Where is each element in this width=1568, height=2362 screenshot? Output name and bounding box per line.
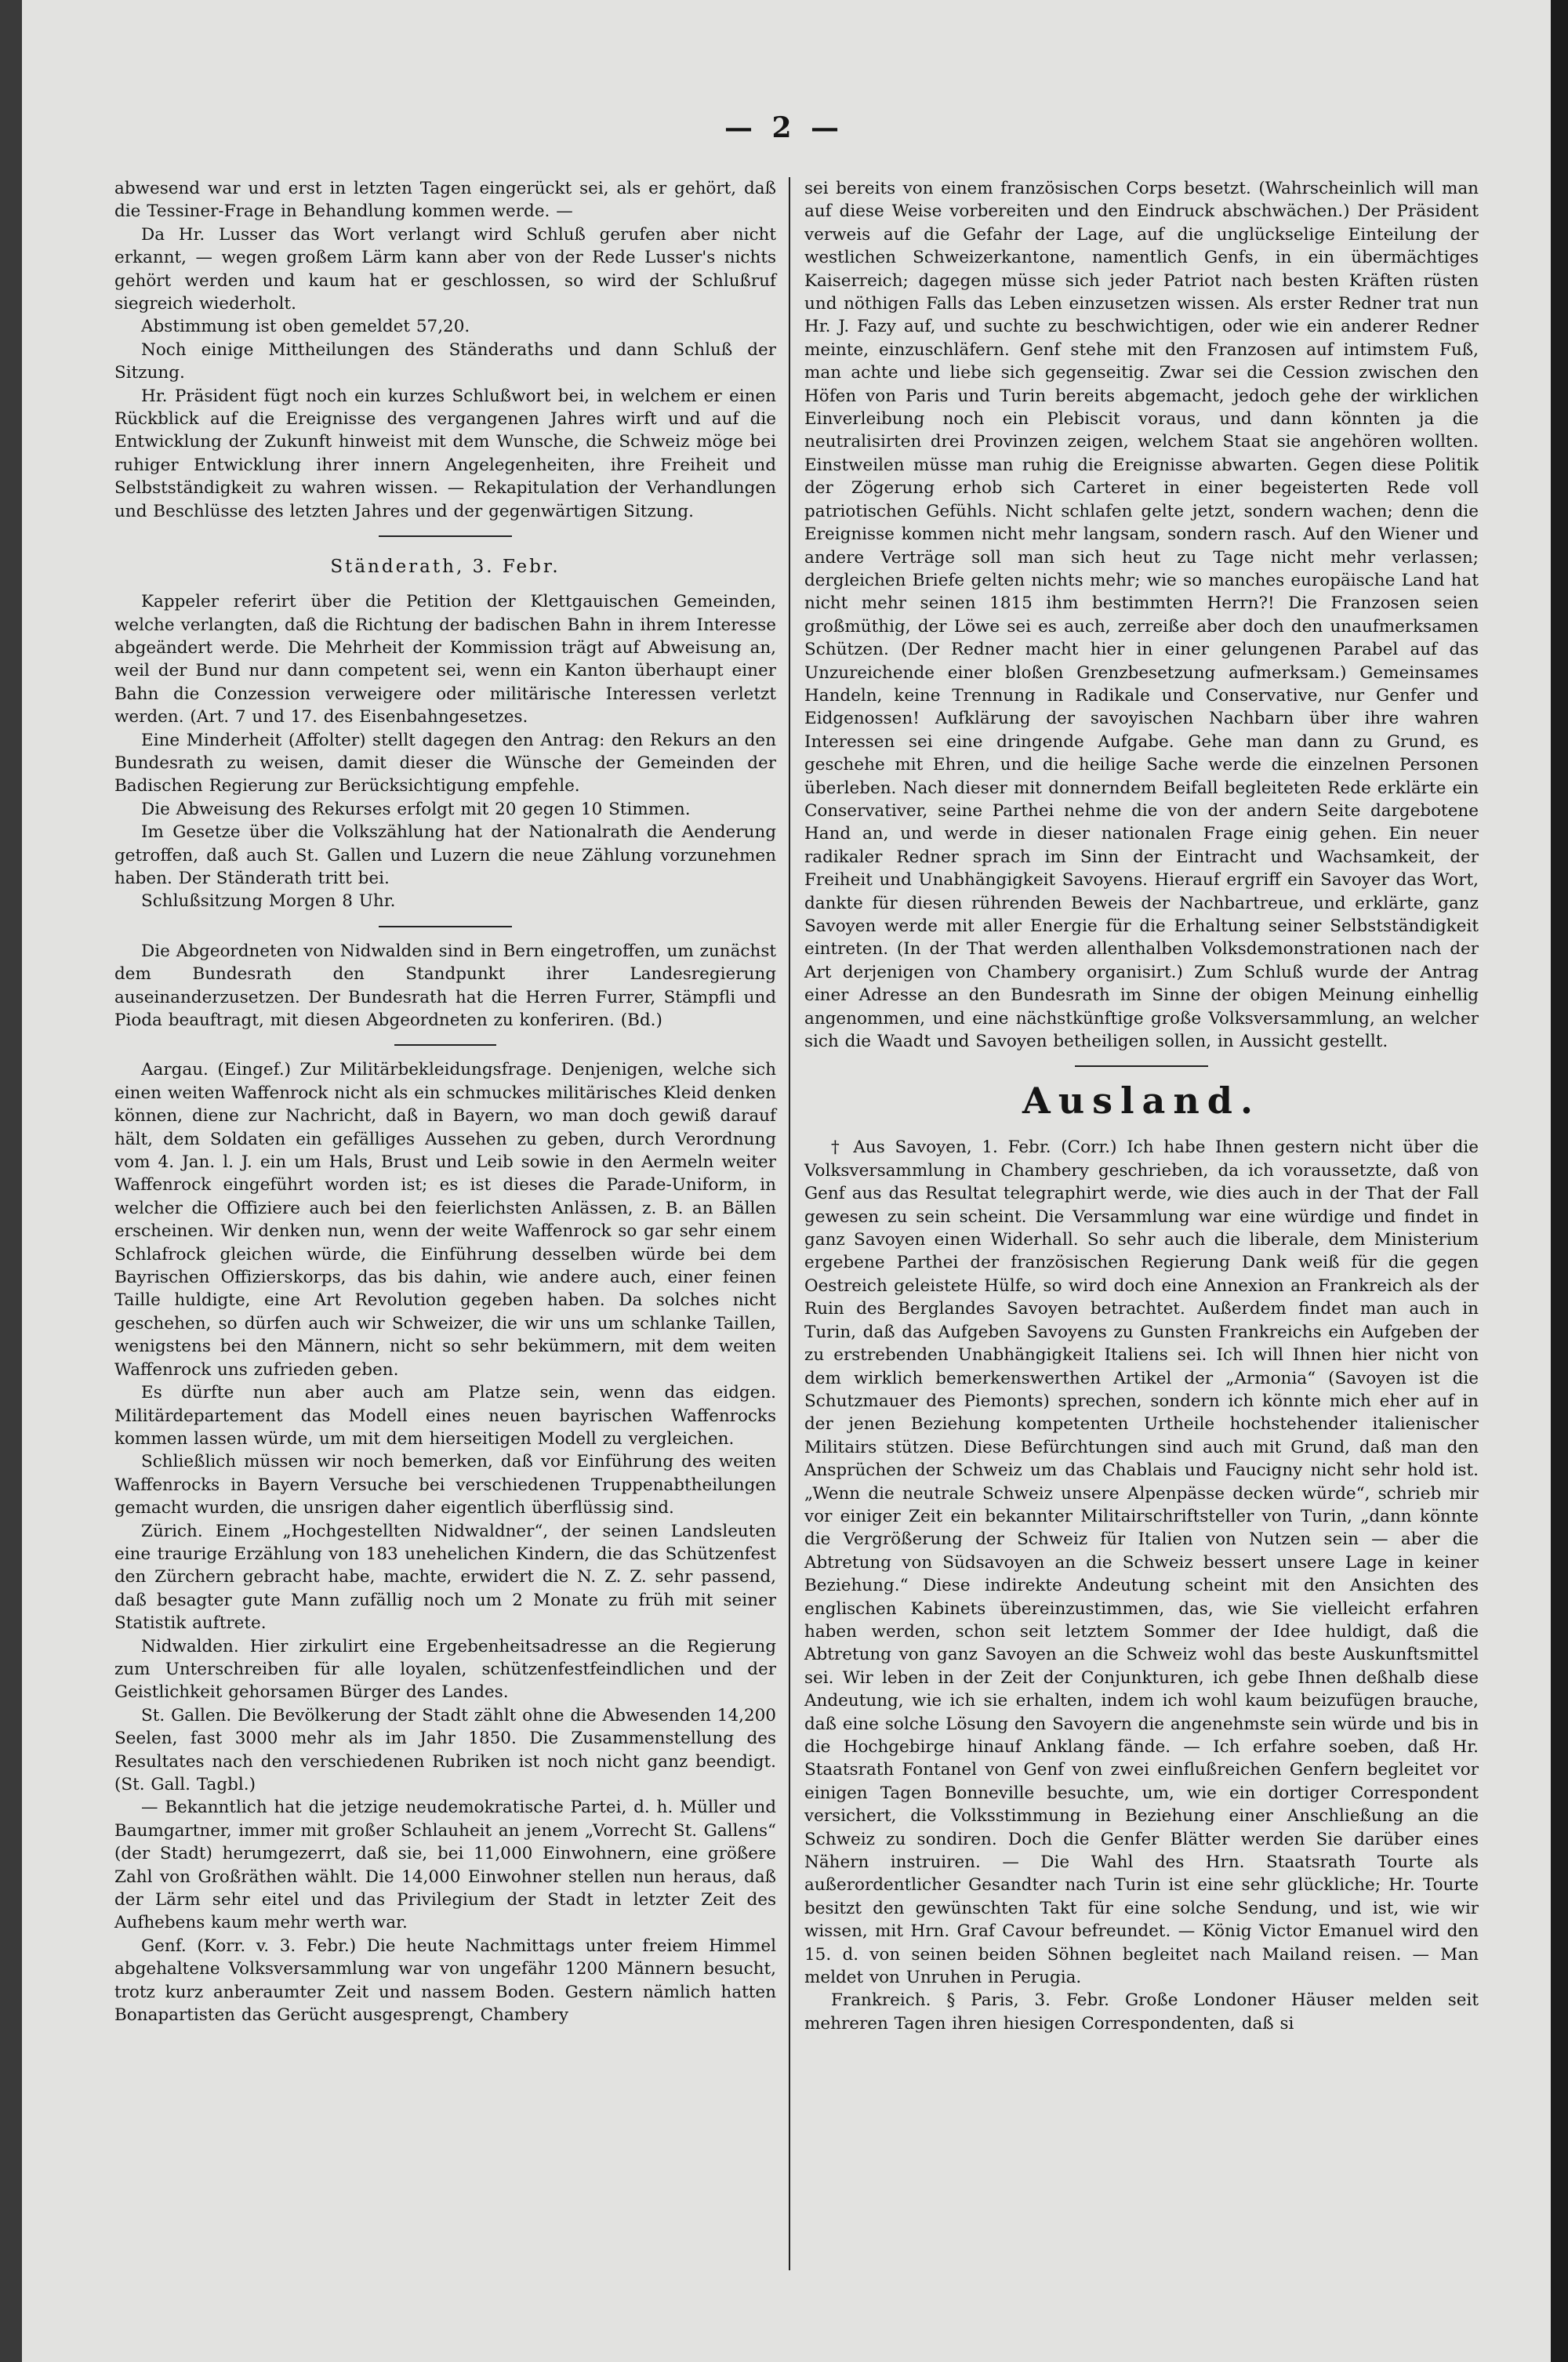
paragraph: abwesend war und erst in letzten Tagen eingerückt sei, als er gehört, daß die Tessiner-Frage in Behandlung kommen werde. —	[114, 179, 776, 222]
paragraph: sei bereits von einem französischen Corps besetzt. (Wahrscheinlich will man auf diese Weise vorbereiten und den Eindruck abschwächen.) Der Präsident verweis auf die Gefahr der Lage, auf die unglückselige Einteilung der westlichen Schweizerkantone, namentlich Genfs, in ein übermächtiges Kaiserreich; dagegen müsse sich jeder Patriot nach besten Kräften rüsten und nöthigen Falls das Leben einzusetzen wissen. Als erster Redner trat nun Hr. J. Fazy auf, und suchte zu beschwichtigen, oder wie ein anderer Redner meinte, einzuschläfern. Genf stehe mit den Franzosen auf intimstem Fuß, man achte und liebe sich gegenseitig. Zwar sei die Cession zwischen den Höfen von Paris und Turin bereits abgemacht, jedoch gehe der wirklichen Einverleibung noch ein Plebiscit voraus, und dann könnten ja die neutralisirten drei Provinzen zeigen, welchem Staat sie angehören wollten. Einstweilen müsse man ruhig die Ereignisse abwarten. Gegen diese Politik der Zögerung erhob sich Carteret in einer begeisterten Rede voll patriotischen Gefühls. Nicht schlafen gelte jetzt, sondern wachen; denn die Ereignisse kommen nicht mehr langsam, sondern rasch. Auf den Wiener und andere Verträge soll man sich heut zu Tage nicht mehr verlassen; dergleichen Briefe gelten nichts mehr; wie so manches europäische Land hat nicht mehr seinen 1815 ihm bestimmten Herrn?! Die Franzosen seien großmüthig, der Löwe sei es auch, zerreiße aber doch den unaufmerksamen Schützen. (Der Redner macht hier in einer gelungenen Parabel auf das Unzureichende einer bloßen Grenzbesetzung aufmerksam.) Gemeinsames Handeln, keine Trennung in Radikale und Conservative, nur Genfer und Eidgenossen! Aufklärung der savoyischen Nachbarn über ihre wahren Interessen sei eine dringende Aufgabe. Gehe man dann zu Grund, es geschehe mit Ehren, und die heilige Sache werde die einzelnen Personen überleben. Nach dieser mit donnerndem Beifall begleiteten Rede erklärte ein Conservativer, seine Parthei nehme die von der andern Seite dargebotene Hand an, und werde in dieser nationalen Frage einig gehen. Ein neuer radikaler Redner sprach im Sinn der Eintracht und Wachsamkeit, der Freiheit und Unabhängigkeit Savoyens. Hierauf ergriff ein Savoyer das Wort, dankte für diesen rührenden Beweis der Nachbartreue, und erklärte, ganz Savoyen werde mit aller Energie für die Erhaltung seiner Selbstständigkeit eintreten. (In der That werden allenthalben Volksdemonstrationen nach der Art derjenigen von Chambery organisirt.) Zum Schluß wurde der Antrag einer Adresse an den Bundesrath im Sinne der obigen Meinung einhellig angenommen, und eine nächstkünftige große Volksversammlung, an welcher sich die Waadt und Savoyen betheiligen sollen, in Aussicht gestellt.	[804, 179, 1479, 1052]
paragraph: Da Hr. Lusser das Wort verlangt wird Schluß gerufen aber nicht erkannt, — wegen großem Lärm kann aber von der Rede Lusser's nichts gehört werden und kaum hat er geschlossen, so wird der Schlußruf siegreich wiederholt.	[114, 224, 776, 314]
paragraph: Hr. Präsident fügt noch ein kurzes Schlußwort bei, in welchem er einen Rückblick auf die Ereignisse des vergangenen Jahres wirft und auf die Entwicklung der Zukunft hinweist mit dem Wunsche, die Schweiz möge bei ruhiger Entwicklung ihrer innern Angelegenheiten, ihre Freiheit und Selbstständigkeit zu wahren wissen. — Rekapitulation der Verhandlungen und Beschlüsse des letzten Jahres und der gegenwärtigen Sitzung.	[114, 386, 776, 521]
section-rule	[379, 535, 512, 537]
ausland-heading: Ausland.	[1022, 1079, 1261, 1123]
left-column	[114, 177, 776, 2026]
section-rule	[379, 926, 512, 927]
paragraph: Abstimmung ist oben gemeldet 57,20.	[141, 317, 470, 337]
paragraph: St. Gallen. Die Bevölkerung der Stadt zählt ohne die Abwesenden 14,200 Seelen, fast 3000 mehr als im Jahr 1850. Die Zusammenstellung des Resultates nach den verschiedenen Rubriken ist noch nicht ganz beendigt. (St. Gall. Tagbl.)	[114, 1705, 776, 1794]
paragraph: Noch einige Mittheilungen des Ständeraths und dann Schluß der Sitzung.	[114, 339, 776, 383]
paragraph: Schließlich müssen wir noch bemerken, daß vor Einführung des weiten Waffenrocks in Bayern Versuche bei verschiedenen Truppenabtheilungen gemacht wurden, die unsrigen daher eigentlich überflüssig sind.	[114, 1452, 776, 1518]
section-rule	[1075, 1065, 1208, 1067]
paragraph: Genf. (Korr. v. 3. Febr.) Die heute Nachmittags unter freiem Himmel abgehaltene Volksversammlung war von ungefähr 1200 Männern besucht, trotz kurz anberaumter Zeit und nassem Boden. Gestern nämlich hatten Bonapartisten das Gerücht ausgesprengt, Chambery	[114, 1936, 776, 2026]
paragraph: Kappeler referirt über die Petition der Klettgauischen Gemeinden, welche verlangten, daß die Richtung der badischen Bahn in ihrem Interesse abgeändert werde. Die Mehrheit der Kommission trägt auf Abweisung an, weil der Bund nur dann competent sei, wenn ein Kanton überhaupt einer Bahn die Conzession verweigere oder militärische Interessen verletzt werden. (Art. 7 und 17. des Eisenbahngesetzes.	[114, 592, 776, 727]
paragraph: Die Abweisung des Rekurses erfolgt mit 20 gegen 10 Stimmen.	[141, 799, 691, 819]
page-edge	[1551, 0, 1568, 2362]
paragraph: Schlußsitzung Morgen 8 Uhr.	[141, 891, 396, 912]
section-rule	[394, 1044, 496, 1046]
paragraph: Frankreich. § Paris, 3. Febr. Große Londoner Häuser melden seit mehreren Tagen ihren hiesigen Correspondenten, daß si	[804, 1990, 1479, 2034]
staenderath-heading: Ständerath, 3. Febr.	[330, 557, 561, 578]
right-column	[804, 177, 1479, 2035]
paragraph: † Aus Savoyen, 1. Febr. (Corr.) Ich habe Ihnen gestern nicht über die Volksversammlung in Chambery geschrieben, da ich voraussetzte, daß von Genf aus das Resultat telegraphirt werde, wie dies auch in der That der Fall gewesen zu sein scheint. Die Versammlung war eine würdige und findet in ganz Savoyen einen Widerhall. So sehr auch die liberale, dem Ministerium ergebene Parthei der französischen Regierung Dank weiß für die gegen Oestreich geleistete Hülfe, so wird doch eine Annexion an Frankreich als der Ruin des Berglandes Savoyen betrachtet. Außerdem findet man auch in Turin, daß das Aufgeben Savoyens zu Gunsten Frankreichs ein Aufgeben der zu erstrebenden Unabhängigkeit Italiens sei. Ich will Ihnen hier nicht von dem wirklich bemerkenswerthen Artikel der „Armonia“ (Savoyen ist die Schutzmauer des Piemonts) sprechen, sondern ich könnte mich eher auf in der jenen Beziehung kompetenten Urtheile hochstehender italienischer Militairs stützen. Diese Befürchtungen sind auch mit Grund, daß man den Ansprüchen der Schweiz um das Chablais und Faucigny nicht sehr hold ist. „Wenn die neutrale Schweiz unsere Alpenpässe decken würde“, schrieb mir vor einiger Zeit ein bekannter Militairschriftsteller von Turin, „dann könnte die Vergrößerung der Schweiz für Italien von Nutzen sein — aber die Abtretung von Südsavoyen an die Schweiz bessert unsere Lage in keiner Beziehung.“ Diese indirekte Andeutung scheint mit den Ansichten des englischen Kabinets übereinzustimmen, das, wie Sie vielleicht erfahren haben werden, schon seit letztem Sommer der Idee huldigt, daß die Abtretung von ganz Savoyen an die Schweiz wohl das beste Auskunftsmittel sei. Wir leben in der Zeit der Conjunkturen, ich gebe Ihnen deßhalb diese Andeutung, wie ich sie erhalten, indem ich wohl kaum beizufügen brauche, daß eine solche Lösung den Savoyern die angenehmste sein würde und bis in die Hochgebirge hinauf Anklang fände. — Ich erfahre soeben, daß Hr. Staatsrath Fontanel von Genf von zwei einflußreichen Genfern begleitet vor einigen Tagen Bonneville besuchte, um, wie ein dortiger Correspondent versichert, die Volksstimmung in Beziehung einer Anschließung an die Schweiz zu sondiren. Doch die Genfer Blätter werden Sie darüber eines Nähern instruiren. — Die Wahl des Hrn. Staatsrath Tourte als außerordentlicher Gesandter nach Turin ist eine sehr glückliche; Hr. Tourte besitzt den gewünschten Takt für eine solche Sendung, und ist, wie wir wissen, mit Hrn. Graf Cavour befreundet. — König Victor Emanuel wird den 15. d. von seinen beiden Söhnen begleitet nach Mailand reisen. — Man meldet von Unruhen in Perugia.	[804, 1137, 1479, 1988]
paragraph: Aargau. (Eingef.) Zur Militärbekleidungsfrage. Denjenigen, welche sich einen weiten Waffenrock nicht als ein schmuckes militärisches Kleid denken können, diene zur Nachricht, daß in Bayern, wo man doch gewiß darauf hält, dem Soldaten ein gefälliges Aussehen zu geben, durch Verordnung vom 4. Jan. l. J. ein um Hals, Brust und Leib sowie in den Aermeln weiter Waffenrock eingeführt worden ist; es ist dieses die Parade-Uniform, in welcher die Offiziere auch bei den feierlichsten Anlässen, z. B. an Bällen erscheinen. Wir denken nun, wenn der weite Waffenrock so gar sehr einem Schlafrock gleichen würde, die Einführung desselben würde bei dem Bayrischen Offizierskorps, das bis dahin, wie andere auch, einer feinen Taille huldigte, eine Art Revolution gegeben haben. Da solches nicht geschehen, so dürfen auch wir Schweizer, die wir uns um schlanke Taillen, wenigstens bei den Männern, nicht so sehr bekümmern, mit dem weiten Waffenrock uns zufrieden geben.	[114, 1060, 776, 1380]
paragraph: Im Gesetze über die Volkszählung hat der Nationalrath die Aenderung getroffen, daß auch St. Gallen und Luzern die neue Zählung vorzunehmen haben. Der Ständerath tritt bei.	[114, 822, 776, 888]
column-divider	[789, 177, 790, 2270]
paragraph: Nidwalden. Hier zirkulirt eine Ergebenheitsadresse an die Regierung zum Unterschreiben für alle loyalen, schützenfestfeindlichen und der Geistlichkeit gehorsamen Bürger des Landes.	[114, 1636, 776, 1703]
paragraph: Eine Minderheit (Affolter) stellt dagegen den Antrag: den Rekurs an den Bundesrath zu weisen, damit dieser die Wünsche der Gemeinden der Badischen Regierung zur Berücksichtigung empfehle.	[114, 730, 776, 796]
paragraph: — Bekanntlich hat die jetzige neudemokratische Partei, d. h. Müller und Baumgartner, immer mit großer Schlauheit an jenem „Vorrecht St. Gallens“ (der Stadt) herumgezerrt, daß sie, bei 11,000 Einwohnern, eine größere Zahl von Großräthen wählt. Die 14,000 Einwohner stellen nun heraus, daß der Lärm sehr eitel und das Privilegium der Stadt in letzter Zeit des Aufhebens kaum mehr werth war.	[114, 1798, 776, 1933]
paragraph: Es dürfte nun aber auch am Platze sein, wenn das eidgen. Militärdepartement das Modell eines neuen bayrischen Waffenrocks kommen lassen würde, um mit dem hierseitigen Modell zu vergleichen.	[114, 1383, 776, 1449]
page-number: — 2 —	[724, 111, 844, 144]
paragraph: Die Abgeordneten von Nidwalden sind in Bern eingetroffen, um zunächst dem Bundesrath den Standpunkt ihrer Landesregierung auseinanderzusetzen. Der Bundesrath hat die Herren Furrer, Stämpfli und Pioda beauftragt, mit diesen Abgeordneten zu konferiren. (Bd.)	[114, 941, 776, 1030]
paragraph: Zürich. Einem „Hochgestellten Nidwaldner“, der seinen Landsleuten eine traurige Erzählung von 183 unehelichen Kindern, die das Schützenfest den Zürchern gebracht habe, machte, erwidert die N. Z. Z. sehr passend, daß besagter gute Mann zufällig noch um 2 Monate zu früh mit seiner Statistik auftrete.	[114, 1521, 776, 1634]
